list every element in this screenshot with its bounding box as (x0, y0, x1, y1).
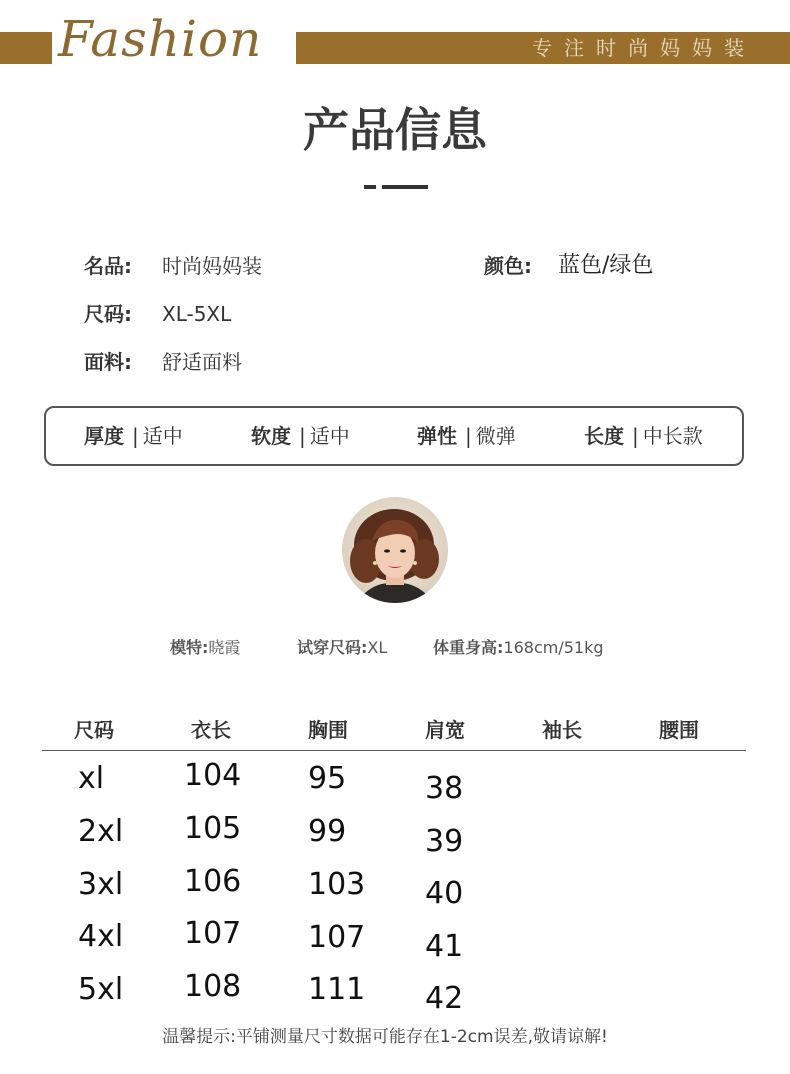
table-header-length: 衣长 (191, 718, 231, 742)
model-trial-size (297, 636, 387, 660)
page-title: 产品信息 (303, 103, 487, 157)
attribute-label: 弹性 (417, 424, 457, 448)
name-value: 时尚妈妈装 (162, 254, 262, 278)
attribute-label: 长度 (584, 424, 624, 448)
table-header-waist: 腰围 (659, 718, 699, 742)
attribute-thickness (84, 422, 183, 450)
table-cell-bust: 99 (308, 814, 347, 849)
model-body-value: 168cm/51kg (503, 638, 604, 657)
model-size-label: 试穿尺码: (297, 638, 368, 657)
name-label: 名品: (84, 254, 132, 278)
attribute-separator: | (299, 424, 306, 448)
model-size-value: XL (367, 638, 388, 657)
table-header-shoulder: 肩宽 (425, 718, 465, 742)
attribute-elasticity (417, 422, 516, 450)
attribute-length (584, 422, 703, 450)
attribute-value: 适中 (309, 424, 350, 448)
table-cell-size: 3xl (78, 867, 124, 902)
table-cell-bust: 111 (308, 972, 366, 1007)
size-value: XL-5XL (162, 302, 232, 326)
model-name (170, 636, 240, 660)
attribute-value: 中长款 (642, 424, 703, 448)
brand-logo: Fashion (58, 10, 263, 68)
title-divider-short (364, 185, 376, 189)
table-header-size: 尺码 (74, 718, 114, 742)
header-bar-left (0, 32, 52, 64)
measurement-note: 温馨提示:平铺测量尺寸数据可能存在1-2cm误差,敬请谅解! (162, 1027, 608, 1047)
header-slogan: 专注时尚妈妈装 (532, 36, 756, 60)
fabric-value: 舒适面料 (162, 350, 242, 374)
fabric-label: 面料: (84, 350, 132, 374)
table-header-rule (42, 750, 746, 751)
color-label: 颜色: (484, 254, 532, 278)
table-cell-size: 5xl (78, 972, 124, 1007)
color-value: 蓝色/绿色 (558, 253, 654, 278)
title-divider-long (382, 185, 428, 189)
table-cell-shoulder: 42 (425, 981, 464, 1016)
table-header-bust: 胸围 (308, 718, 348, 742)
attribute-separator: | (465, 424, 472, 448)
model-body (433, 636, 604, 660)
table-cell-shoulder: 41 (425, 929, 464, 964)
model-body-label: 体重身高: (433, 638, 504, 657)
table-cell-size: 4xl (78, 919, 124, 954)
size-label: 尺码: (84, 302, 132, 326)
model-portrait-image (342, 497, 448, 603)
attribute-value: 适中 (142, 424, 183, 448)
attribute-value: 微弹 (475, 424, 516, 448)
table-cell-bust: 103 (308, 867, 366, 902)
model-name-label: 模特: (170, 638, 209, 657)
attribute-separator: | (132, 424, 139, 448)
table-cell-size: 2xl (78, 814, 124, 849)
model-avatar (342, 497, 448, 603)
table-cell-shoulder: 40 (425, 876, 464, 911)
table-cell-size: xl (78, 761, 105, 796)
table-cell-length: 107 (184, 916, 242, 951)
attribute-separator: | (632, 424, 639, 448)
model-name-value: 晓霞 (208, 638, 241, 657)
table-cell-length: 106 (184, 864, 242, 899)
table-cell-length: 104 (184, 758, 242, 793)
table-cell-shoulder: 39 (425, 824, 464, 859)
table-cell-length: 105 (184, 811, 242, 846)
table-cell-shoulder: 38 (425, 771, 464, 806)
attribute-label: 软度 (251, 424, 291, 448)
attribute-label: 厚度 (84, 424, 124, 448)
table-cell-length: 108 (184, 969, 242, 1004)
table-cell-bust: 107 (308, 920, 366, 955)
table-header-sleeve: 袖长 (542, 718, 582, 742)
attribute-softness (251, 422, 350, 450)
table-cell-bust: 95 (308, 761, 347, 796)
